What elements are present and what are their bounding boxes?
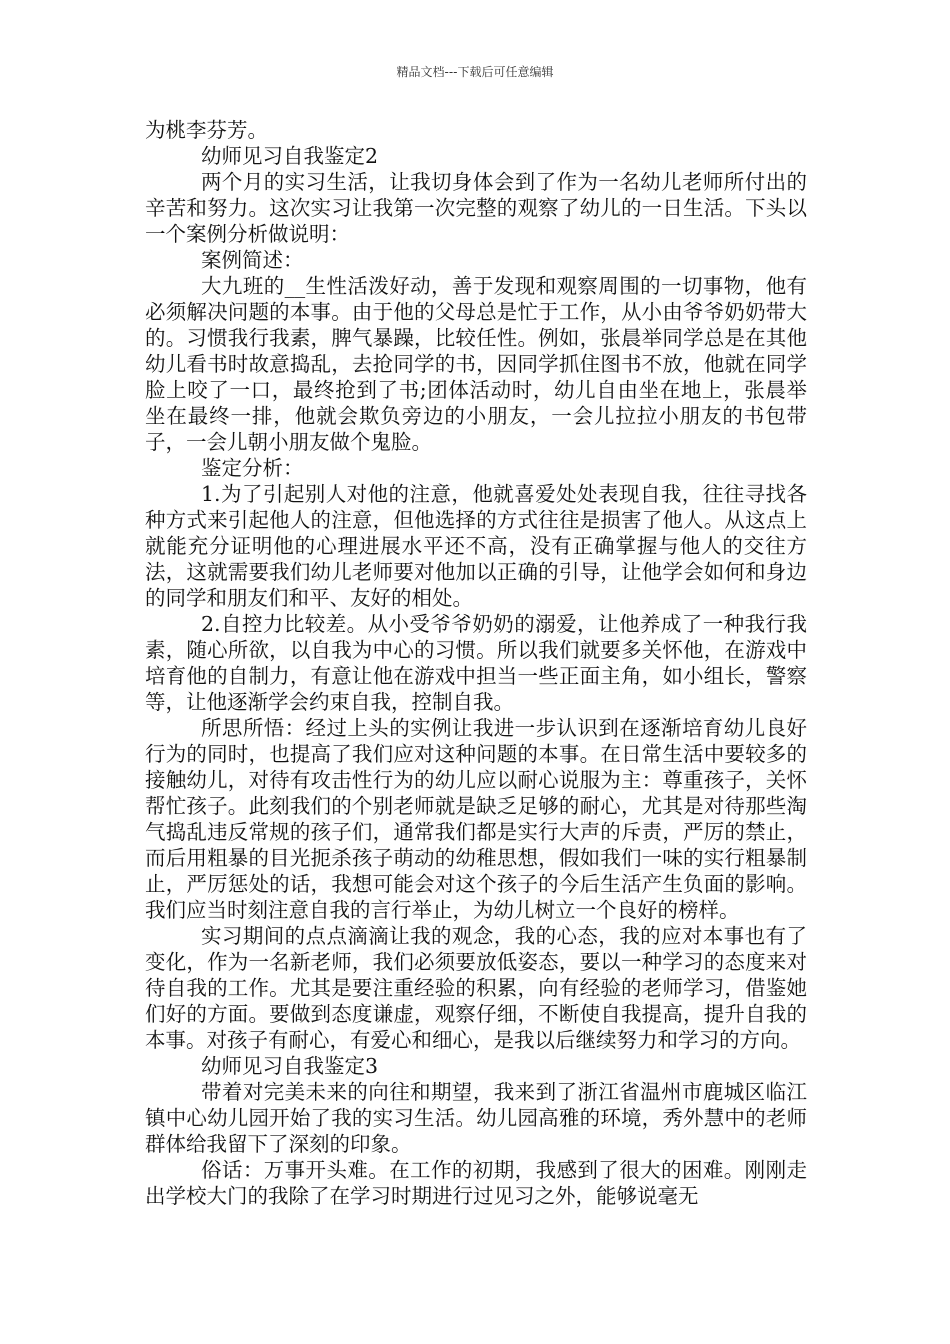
- page-header: 精品文档---下载后可任意编辑: [396, 65, 554, 79]
- document-body: [145, 117, 807, 1209]
- paragraph-analysis-2: 2.自控力比较差。从小受爷爷奶奶的溺爱，让他养成了一种我行我素，随心所欲，以自我为中心的习惯。所以我们就要多关怀他，在游戏中培育他的自制力，有意让他在游戏中担当一些正面主角，如小组长，警察等，让他逐渐学会约束自我，控制自我。: [145, 612, 807, 714]
- paragraph-arrival: 带着对完美未来的向往和期望，我来到了浙江省温州市鹿城区临江镇中心幼儿园开始了我的实习生活。幼儿园高雅的环境，秀外慧中的老师群体给我留下了深刻的印象。: [145, 1080, 807, 1156]
- paragraph-reflection: 所思所悟：经过上头的实例让我进一步认识到在逐渐培育幼儿良好行为的同时，也提高了我们应对这种问题的本事。在日常生活中要较多的接触幼儿，对待有攻击性行为的幼儿应以耐心说服为主：尊重孩子，关怀帮忙孩子。此刻我们的个别老师就是缺乏足够的耐心，尤其是对待那些淘气捣乱违反常规的孩子们，通常我们都是实行大声的斥责，严厉的禁止，而后用粗暴的目光扼杀孩子萌动的幼稚思想，假如我们一味的实行粗暴制止，严厉惩处的话，我想可能会对这个孩子的今后生活产生负面的影响。我们应当时刻注意自我的言行举止，为幼儿树立一个良好的榜样。: [145, 716, 807, 922]
- paragraph-closing-line: 为桃李芬芳。: [145, 118, 268, 142]
- paragraph-intro: 两个月的实习生活，让我切身体会到了作为一名幼儿老师所付出的辛苦和努力。这次实习让我第一次完整的观察了幼儿的一日生活。下头以一个案例分析做说明：: [145, 170, 807, 246]
- subheading-analysis: 鉴定分析：: [201, 456, 304, 480]
- paragraph-case: 大九班的__生性活泼好动，善于发现和观察周围的一切事物，他有必须解决问题的本事。由于他的父母总是忙于工作，从小由爷爷奶奶带大的。习惯我行我素，脾气暴躁，比较任性。例如，张晨举同学总是在其他幼儿看书时故意捣乱，去抢同学的书，因同学抓住图书不放，他就在同学脸上咬了一口，最终抢到了书;团体活动时，幼儿自由坐在地上，张晨举坐在最终一排，他就会欺负旁边的小朋友，一会儿拉拉小朋友的书包带子，一会儿朝小朋友做个鬼脸。: [145, 274, 807, 454]
- section-heading-2: 幼师见习自我鉴定2: [201, 144, 379, 168]
- paragraph-beginning: 俗话：万事开头难。在工作的初期，我感到了很大的困难。刚刚走出学校大门的我除了在学习时期进行过见习之外，能够说毫无: [145, 1158, 807, 1208]
- section-heading-3: 幼师见习自我鉴定3: [201, 1054, 379, 1078]
- paragraph-internship-summary: 实习期间的点点滴滴让我的观念，我的心态，我的应对本事也有了变化，作为一名新老师，我们必须要放低姿态，要以一种学习的态度来对待自我的工作。尤其是要注重经验的积累，向有经验的老师学习，借鉴她们好的方面。要做到态度谦虚，观察仔细，不断使自我提高，提升自我的本事。对孩子有耐心，有爱心和细心，是我以后继续努力和学习的方向。: [145, 924, 807, 1052]
- subheading-case-description: 案例简述：: [201, 248, 304, 272]
- paragraph-analysis-1: 1.为了引起别人对他的注意，他就喜爱处处表现自我，往往寻找各种方式来引起他人的注意，但他选择的方式往往是损害了他人。从这点上就能充分证明他的心理进展水平还不高，没有正确掌握与他人的交往方法，这就需要我们幼儿老师要对他加以正确的引导，让他学会如何和身边的同学和朋友们和平、友好的相处。: [145, 482, 807, 610]
